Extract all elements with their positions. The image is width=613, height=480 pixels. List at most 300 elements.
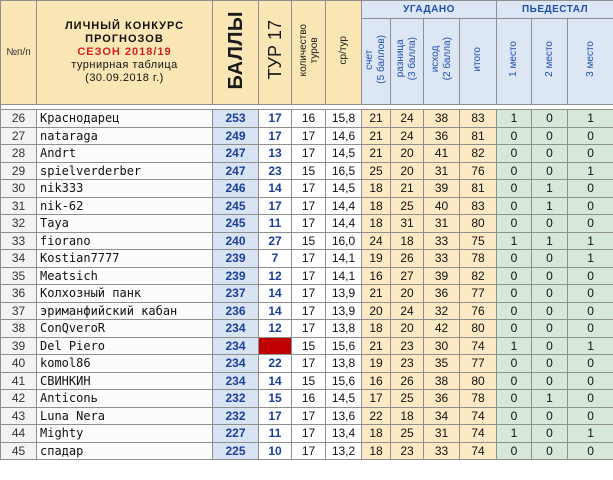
total-cell: 74 (460, 407, 497, 425)
place-3-cell: 0 (568, 285, 613, 303)
place-2-cell: 0 (532, 407, 568, 425)
outcome-cell: 41 (424, 145, 460, 163)
table-row (1, 145, 613, 163)
average-cell: 14,4 (326, 197, 362, 215)
points-cell: 232 (213, 407, 259, 425)
score-cell: 25 (362, 162, 391, 180)
tours-count-line-2: туров (308, 37, 320, 64)
table-row (1, 232, 613, 250)
tours-count-cell: 15 (292, 162, 326, 180)
table-row (1, 215, 613, 233)
points-cell: 225 (213, 442, 259, 460)
place-3-cell: 0 (568, 145, 613, 163)
tour-points-cell: 7 (259, 250, 292, 268)
tours-count-cell: 17 (292, 145, 326, 163)
average-cell: 14,5 (326, 390, 362, 408)
outcome-cell: 33 (424, 250, 460, 268)
date-label: (30.09.2018 г.) (85, 72, 164, 84)
subtitle: турнирная таблица (71, 59, 178, 71)
tour-points-cell: 14 (259, 285, 292, 303)
place-2-cell: 0 (532, 267, 568, 285)
place-2-cell: 0 (532, 355, 568, 373)
outcome-cell: 36 (424, 127, 460, 145)
participant-name: спадар (37, 442, 213, 460)
column-header-total: итого (460, 19, 497, 105)
score-cell: 22 (362, 407, 391, 425)
place-1-cell: 1 (497, 110, 532, 128)
column-header-score: счет (5 баллов) (362, 19, 391, 105)
row-number: 30 (1, 180, 37, 198)
score-cell: 21 (362, 110, 391, 128)
tour-points-cell: 17 (259, 110, 292, 128)
place-3-cell: 0 (568, 127, 613, 145)
place-1-cell: 0 (497, 320, 532, 338)
diff-cell: 25 (391, 390, 424, 408)
average-cell: 13,2 (326, 442, 362, 460)
total-cell: 78 (460, 390, 497, 408)
place-3-cell: 0 (568, 180, 613, 198)
place-2-cell: 1 (532, 180, 568, 198)
tours-count-cell: 15 (292, 232, 326, 250)
table-row (1, 337, 613, 355)
points-cell: 245 (213, 215, 259, 233)
row-number: 43 (1, 407, 37, 425)
participant-name: Mighty (37, 425, 213, 443)
total-cell: 83 (460, 110, 497, 128)
total-cell: 82 (460, 267, 497, 285)
participant-name: эриманфийский кабан (37, 302, 213, 320)
row-number: 32 (1, 215, 37, 233)
tours-count-cell: 17 (292, 180, 326, 198)
tour-points-cell: 23 (259, 162, 292, 180)
score-cell: 19 (362, 355, 391, 373)
score-cell: 21 (362, 337, 391, 355)
tour-points-cell: 17 (259, 407, 292, 425)
place-1-cell: 0 (497, 180, 532, 198)
tours-count-cell: 17 (292, 442, 326, 460)
place-2-cell: 0 (532, 145, 568, 163)
place-2-cell: 0 (532, 302, 568, 320)
row-number: 34 (1, 250, 37, 268)
participant-name: Taya (37, 215, 213, 233)
place-1-cell: 0 (497, 162, 532, 180)
place-2-cell: 0 (532, 372, 568, 390)
row-number: 39 (1, 337, 37, 355)
diff-cell: 20 (391, 285, 424, 303)
points-cell: 234 (213, 355, 259, 373)
place-3-cell: 0 (568, 442, 613, 460)
total-cell: 76 (460, 302, 497, 320)
tour-points-cell: 11 (259, 215, 292, 233)
table-row (1, 162, 613, 180)
tour-points-cell: 22 (259, 355, 292, 373)
tours-count-cell: 17 (292, 127, 326, 145)
average-cell: 15,6 (326, 337, 362, 355)
place-2-cell: 0 (532, 425, 568, 443)
points-cell: 239 (213, 267, 259, 285)
column-header-outcome: исход (2 балла) (424, 19, 460, 105)
row-number: 41 (1, 372, 37, 390)
total-cell: 76 (460, 162, 497, 180)
place-3-cell: 1 (568, 425, 613, 443)
table-row (1, 372, 613, 390)
diff-cell: 20 (391, 320, 424, 338)
place-2-cell: 0 (532, 285, 568, 303)
outcome-cell: 34 (424, 407, 460, 425)
average-cell: 13,6 (326, 407, 362, 425)
table-row (1, 390, 613, 408)
row-number: 44 (1, 425, 37, 443)
diff-cell: 18 (391, 232, 424, 250)
diff-cell: 18 (391, 407, 424, 425)
diff-cell: 26 (391, 250, 424, 268)
diff-cell: 24 (391, 302, 424, 320)
score-cell: 21 (362, 127, 391, 145)
average-cell: 13,8 (326, 355, 362, 373)
points-cell: 247 (213, 145, 259, 163)
tour-points-cell: 11 (259, 425, 292, 443)
tours-count-cell: 17 (292, 267, 326, 285)
participant-name: nik-62 (37, 197, 213, 215)
points-cell: 245 (213, 197, 259, 215)
place-1-cell: 1 (497, 337, 532, 355)
outcome-cell: 31 (424, 215, 460, 233)
points-cell: 227 (213, 425, 259, 443)
outcome-cell: 33 (424, 232, 460, 250)
place-3-cell: 0 (568, 320, 613, 338)
diff-cell: 25 (391, 425, 424, 443)
place-2-cell: 0 (532, 320, 568, 338)
outcome-cell: 38 (424, 372, 460, 390)
row-number: 29 (1, 162, 37, 180)
participant-name: ConQveroR (37, 320, 213, 338)
total-cell: 82 (460, 145, 497, 163)
average-cell: 15,6 (326, 372, 362, 390)
tour-points-cell: 14 (259, 180, 292, 198)
tours-count-cell: 16 (292, 390, 326, 408)
total-cell: 80 (460, 215, 497, 233)
place-3-cell: 1 (568, 232, 613, 250)
table-row (1, 355, 613, 373)
participant-name: Kostian7777 (37, 250, 213, 268)
outcome-cell: 32 (424, 302, 460, 320)
column-header-tour: ТУР 17 (259, 1, 292, 105)
points-cell: 239 (213, 250, 259, 268)
participant-name: Anticonь (37, 390, 213, 408)
season-label: СЕЗОН 2018/19 (77, 46, 172, 58)
total-cell: 74 (460, 337, 497, 355)
tours-count-cell: 15 (292, 337, 326, 355)
participant-name: fiorano (37, 232, 213, 250)
place-2-cell: 0 (532, 162, 568, 180)
place-2-cell: 0 (532, 442, 568, 460)
place-2-cell: 0 (532, 215, 568, 233)
table-row (1, 127, 613, 145)
participant-name: Luna Nera (37, 407, 213, 425)
participant-name: Andrt (37, 145, 213, 163)
outcome-cell: 35 (424, 355, 460, 373)
table-title (37, 1, 213, 105)
diff-cell: 31 (391, 215, 424, 233)
column-header-average: ср/тур (326, 1, 362, 105)
row-number: 27 (1, 127, 37, 145)
column-header-place-1: 1 место (497, 19, 532, 105)
total-cell: 74 (460, 442, 497, 460)
table-row (1, 250, 613, 268)
points-cell: 234 (213, 337, 259, 355)
place-1-cell: 0 (497, 302, 532, 320)
points-cell: 246 (213, 180, 259, 198)
tours-count-cell: 17 (292, 425, 326, 443)
row-number: 28 (1, 145, 37, 163)
outcome-cell: 36 (424, 390, 460, 408)
outcome-cell: 38 (424, 110, 460, 128)
average-cell: 15,8 (326, 110, 362, 128)
tours-count-cell: 17 (292, 302, 326, 320)
place-3-cell: 0 (568, 215, 613, 233)
table-row (1, 180, 613, 198)
table-row (1, 302, 613, 320)
average-cell: 16,5 (326, 162, 362, 180)
points-cell: 232 (213, 390, 259, 408)
diff-cell: 23 (391, 355, 424, 373)
diff-cell: 26 (391, 372, 424, 390)
tours-count-cell: 17 (292, 215, 326, 233)
score-cell: 16 (362, 267, 391, 285)
total-cell: 81 (460, 180, 497, 198)
header-row-top (1, 1, 613, 19)
average-cell: 14,1 (326, 250, 362, 268)
average-cell: 16,0 (326, 232, 362, 250)
points-cell: 234 (213, 320, 259, 338)
score-cell: 19 (362, 250, 391, 268)
column-header-number: №п/п (1, 1, 37, 105)
place-3-cell: 0 (568, 390, 613, 408)
place-1-cell: 0 (497, 197, 532, 215)
place-3-cell: 0 (568, 302, 613, 320)
diff-cell: 20 (391, 145, 424, 163)
points-cell: 240 (213, 232, 259, 250)
score-cell: 18 (362, 442, 391, 460)
standings-body (1, 110, 613, 460)
tour-points-cell: 14 (259, 302, 292, 320)
average-cell: 14,5 (326, 145, 362, 163)
total-cell: 81 (460, 127, 497, 145)
average-cell: 13,9 (326, 302, 362, 320)
place-1-cell: 0 (497, 127, 532, 145)
outcome-cell: 31 (424, 162, 460, 180)
total-cell: 75 (460, 232, 497, 250)
place-3-cell: 0 (568, 355, 613, 373)
outcome-cell: 42 (424, 320, 460, 338)
table-row (1, 267, 613, 285)
tour-points-cell: 14 (259, 372, 292, 390)
tours-count-cell: 17 (292, 285, 326, 303)
average-cell: 13,9 (326, 285, 362, 303)
tours-count-cell: 16 (292, 110, 326, 128)
place-1-cell: 0 (497, 390, 532, 408)
tours-count-cell: 15 (292, 372, 326, 390)
tour-points-cell: 17 (259, 127, 292, 145)
group-header-guessed: УГАДАНО (362, 1, 497, 19)
points-cell: 237 (213, 285, 259, 303)
participant-name: Del Piero (37, 337, 213, 355)
outcome-cell: 31 (424, 425, 460, 443)
total-cell: 77 (460, 355, 497, 373)
table-row (1, 320, 613, 338)
place-1-cell: 0 (497, 215, 532, 233)
total-cell: 74 (460, 425, 497, 443)
average-cell: 14,1 (326, 267, 362, 285)
points-cell: 236 (213, 302, 259, 320)
place-3-cell: 1 (568, 250, 613, 268)
diff-cell: 27 (391, 267, 424, 285)
row-number: 33 (1, 232, 37, 250)
place-2-cell: 0 (532, 250, 568, 268)
participant-name: nataraga (37, 127, 213, 145)
tour-points-cell: 13 (259, 145, 292, 163)
table-row (1, 442, 613, 460)
tours-count-line-1: количество (297, 23, 309, 77)
title-line-2: ПРОГНОЗОВ (85, 33, 164, 45)
participant-name: spielverderber (37, 162, 213, 180)
place-1-cell: 0 (497, 145, 532, 163)
tour-points-cell: 12 (259, 267, 292, 285)
group-header-pedestal: ПЬЕДЕСТАЛ (497, 1, 613, 19)
place-1-cell: 1 (497, 425, 532, 443)
outcome-cell: 40 (424, 197, 460, 215)
points-cell: 253 (213, 110, 259, 128)
table-row (1, 425, 613, 443)
column-header-place-2: 2 место (532, 19, 568, 105)
place-1-cell: 0 (497, 442, 532, 460)
total-cell: 80 (460, 320, 497, 338)
outcome-cell: 39 (424, 267, 460, 285)
tour-points-cell: 12 (259, 320, 292, 338)
place-3-cell: 0 (568, 372, 613, 390)
row-number: 45 (1, 442, 37, 460)
diff-cell: 23 (391, 442, 424, 460)
participant-name: Краснодарец (37, 110, 213, 128)
tours-count-cell: 17 (292, 197, 326, 215)
diff-cell: 24 (391, 127, 424, 145)
diff-cell: 23 (391, 337, 424, 355)
tour-points-cell (259, 337, 292, 355)
total-cell: 77 (460, 285, 497, 303)
tour-points-cell: 27 (259, 232, 292, 250)
tour-points-cell: 15 (259, 390, 292, 408)
row-number: 31 (1, 197, 37, 215)
participant-name: Колхозный панк (37, 285, 213, 303)
outcome-cell: 30 (424, 337, 460, 355)
outcome-cell: 33 (424, 442, 460, 460)
place-3-cell: 1 (568, 337, 613, 355)
row-number: 38 (1, 320, 37, 338)
total-cell: 78 (460, 250, 497, 268)
diff-cell: 25 (391, 197, 424, 215)
place-1-cell: 1 (497, 232, 532, 250)
average-cell: 13,4 (326, 425, 362, 443)
table-row (1, 197, 613, 215)
place-1-cell: 0 (497, 250, 532, 268)
score-cell: 16 (362, 372, 391, 390)
tour-points-cell: 17 (259, 197, 292, 215)
average-cell: 14,5 (326, 180, 362, 198)
column-header-place-3: 3 место (568, 19, 613, 105)
score-cell: 17 (362, 390, 391, 408)
participant-name: СВИНКИН (37, 372, 213, 390)
points-cell: 247 (213, 162, 259, 180)
outcome-cell: 39 (424, 180, 460, 198)
score-cell: 18 (362, 320, 391, 338)
place-2-cell: 0 (532, 337, 568, 355)
participant-name: Meatsich (37, 267, 213, 285)
score-cell: 24 (362, 232, 391, 250)
place-2-cell: 1 (532, 197, 568, 215)
average-cell: 14,4 (326, 215, 362, 233)
place-1-cell: 0 (497, 267, 532, 285)
place-2-cell: 0 (532, 110, 568, 128)
row-number: 36 (1, 285, 37, 303)
points-cell: 249 (213, 127, 259, 145)
diff-cell: 21 (391, 180, 424, 198)
place-3-cell: 0 (568, 407, 613, 425)
column-header-tours-count (292, 1, 326, 105)
score-cell: 18 (362, 425, 391, 443)
score-cell: 18 (362, 180, 391, 198)
table-row (1, 285, 613, 303)
place-3-cell: 1 (568, 162, 613, 180)
row-number: 40 (1, 355, 37, 373)
place-2-cell: 0 (532, 127, 568, 145)
place-1-cell: 0 (497, 355, 532, 373)
row-number: 37 (1, 302, 37, 320)
score-cell: 21 (362, 285, 391, 303)
average-cell: 13,8 (326, 320, 362, 338)
tours-count-cell: 17 (292, 355, 326, 373)
tours-count-cell: 17 (292, 250, 326, 268)
score-cell: 18 (362, 197, 391, 215)
score-cell: 20 (362, 302, 391, 320)
row-number: 35 (1, 267, 37, 285)
total-cell: 83 (460, 197, 497, 215)
diff-cell: 24 (391, 110, 424, 128)
score-cell: 21 (362, 145, 391, 163)
place-3-cell: 1 (568, 110, 613, 128)
place-1-cell: 0 (497, 407, 532, 425)
place-3-cell: 0 (568, 197, 613, 215)
title-line-1: ЛИЧНЫЙ КОНКУРС (64, 20, 185, 32)
table-row (1, 407, 613, 425)
tours-count-cell: 17 (292, 407, 326, 425)
place-1-cell: 0 (497, 285, 532, 303)
table-row (1, 110, 613, 128)
row-number: 42 (1, 390, 37, 408)
column-header-points: БАЛЛЫ (213, 1, 259, 105)
participant-name: komol86 (37, 355, 213, 373)
row-number: 26 (1, 110, 37, 128)
column-header-diff: разница (3 балла) (391, 19, 424, 105)
participant-name: nik333 (37, 180, 213, 198)
tours-count-cell: 17 (292, 320, 326, 338)
outcome-cell: 36 (424, 285, 460, 303)
score-cell: 18 (362, 215, 391, 233)
place-3-cell: 0 (568, 267, 613, 285)
place-1-cell: 0 (497, 372, 532, 390)
place-2-cell: 1 (532, 232, 568, 250)
diff-cell: 20 (391, 162, 424, 180)
total-cell: 80 (460, 372, 497, 390)
